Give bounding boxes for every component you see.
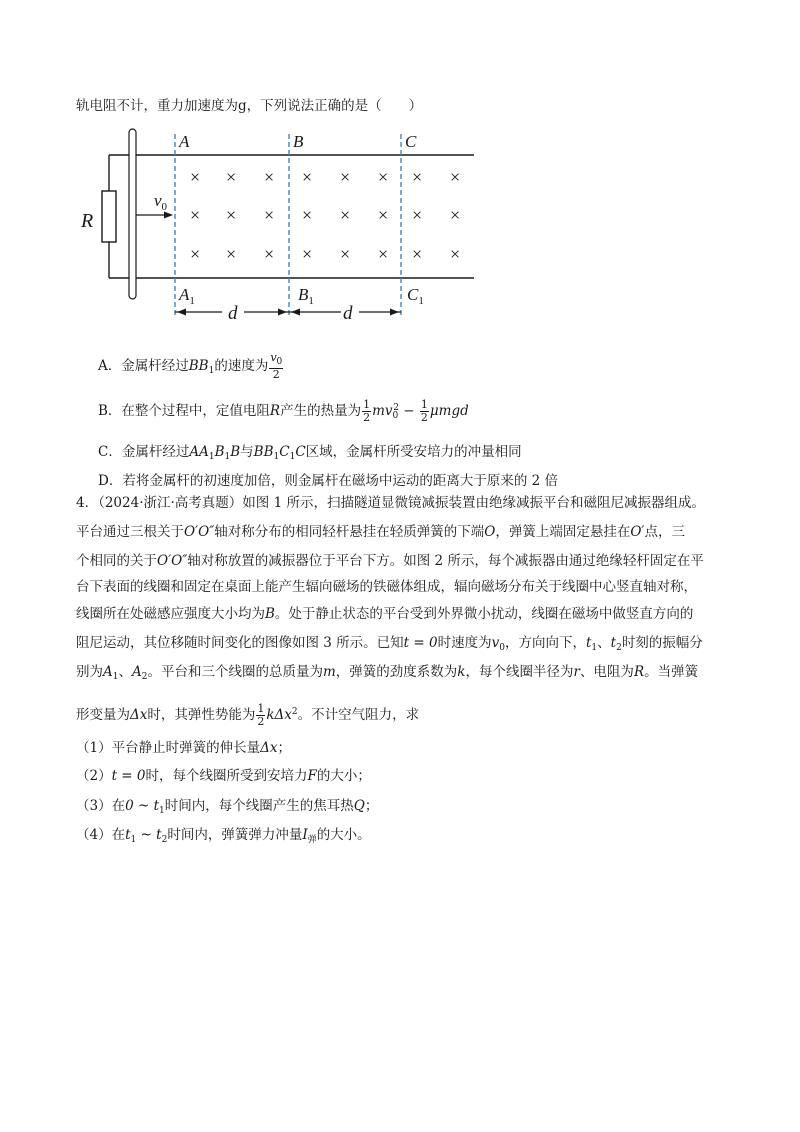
field-cross: × <box>226 167 237 187</box>
field-cross: × <box>226 244 237 264</box>
option-a[interactable]: A．金属杆经过$BB_1$的速度为 $\frac{v_0}{2}$ <box>98 351 283 381</box>
problem4-line1: 4．（2024·浙江·高考真题）如图 1 所示，扫描隧道显微镜减振装置由绝缘减振平台和磁阻尼减振器组成。 <box>76 495 705 511</box>
magnetic-field-crosses <box>190 167 460 264</box>
label-A1: $A_1$ <box>179 285 195 307</box>
problem4-line4: 台下表面的线圈和固定在桌面上能产生辐向磁场的铁磁体组成，辐向磁场分布关于线圈中心竖直轴对称， <box>76 579 697 595</box>
field-cross: × <box>450 244 461 264</box>
field-cross: × <box>302 244 313 264</box>
field-cross: × <box>412 244 423 264</box>
option-b[interactable]: B．在整个过程中，定值电阻R产生的热量为 $\frac{1}{2}$ $mv_0^2$ − $\frac{1}{2}$ μmgd <box>98 398 469 424</box>
magnetic-field-figure <box>76 124 496 330</box>
field-cross: × <box>412 167 423 187</box>
question-2: （2）t = 0时，每个线圈所受到安培力F的大小； <box>76 768 371 784</box>
problem4-line7: 别为$A_1$、$A_2$。平台和三个线圈的总质量为m，弹簧的劲度系数为k，每个线圈半径为r、电阻为R。当弹簧 <box>76 664 699 682</box>
question-3: （3）在0 ~ $t_1$时间内，每个线圈产生的焦耳热Q； <box>76 798 379 816</box>
field-cross: × <box>378 205 389 225</box>
option-c[interactable]: C．金属杆经过$AA_1B_1B$与$BB_1C_1C$区域，金属杆所受安培力的冲量相同 <box>98 444 522 462</box>
field-cross: × <box>264 244 275 264</box>
field-cross: × <box>264 167 275 187</box>
intro-line: 轨电阻不计，重力加速度为g，下列说法正确的是（ ） <box>76 98 423 114</box>
velocity-label: $v_0$ <box>154 191 168 213</box>
field-cross: × <box>226 205 237 225</box>
field-cross: × <box>264 205 275 225</box>
field-cross: × <box>302 205 313 225</box>
label-A: A <box>179 132 190 151</box>
field-cross: × <box>190 205 201 225</box>
field-cross: × <box>450 167 461 187</box>
label-B1: $B_1$ <box>298 285 314 307</box>
resistor-label: R <box>81 210 94 232</box>
field-cross: × <box>190 244 201 264</box>
distance-label-2: d <box>343 303 353 324</box>
field-cross: × <box>340 205 351 225</box>
field-cross: × <box>378 244 389 264</box>
problem4-line6: 阻尼运动，其位移随时间变化的图像如图 3 所示。已知t = 0时速度为$v_0$，方向向下，$t_1$、$t_2$时刻的振幅分 <box>76 635 703 653</box>
field-cross: × <box>190 167 201 187</box>
label-C1: $C_1$ <box>407 285 424 307</box>
problem4-line5: 线圈所在处磁感应强度大小均为B。处于静止状态的平台受到外界微小扰动，线圈在磁场中做竖直方向的 <box>76 606 694 622</box>
fraction-v0-over-2: $\frac{v_0}{2}$ <box>270 351 283 381</box>
field-cross: × <box>412 205 423 225</box>
field-cross: × <box>378 167 389 187</box>
field-cross: × <box>340 244 351 264</box>
problem4-line8: 形变量为Δx时，其弹性势能为 $\frac{1}{2}$ kΔx$^2$。不计空气阻力，求 <box>76 702 420 728</box>
metal-rod <box>129 129 136 299</box>
field-cross: × <box>302 167 313 187</box>
option-d[interactable]: D．若将金属杆的初速度加倍，则金属杆在磁场中运动的距离大于原来的 2 倍 <box>98 473 558 489</box>
question-1: （1）平台静止时弹簧的伸长量Δx； <box>76 740 291 756</box>
label-B: B <box>293 132 304 151</box>
question-4: （4）在$t_1$ ~ $t_2$时间内，弹簧弹力冲量$I_弹$的大小。 <box>76 827 371 845</box>
distance-label-1: d <box>228 303 238 324</box>
resistor <box>102 191 116 242</box>
label-C: C <box>405 132 417 151</box>
problem4-line3: 个相同的关于O′O″轴对称放置的减振器位于平台下方。如图 2 所示，每个减振器由通过绝缘轻杆固定在平 <box>76 553 704 569</box>
field-cross: × <box>450 205 461 225</box>
problem4-line2: 平台通过三根关于O′O″轴对称分布的相同轻杆悬挂在轻质弹簧的下端O，弹簧上端固定悬挂在O′点，三 <box>76 524 685 540</box>
field-cross: × <box>340 167 351 187</box>
